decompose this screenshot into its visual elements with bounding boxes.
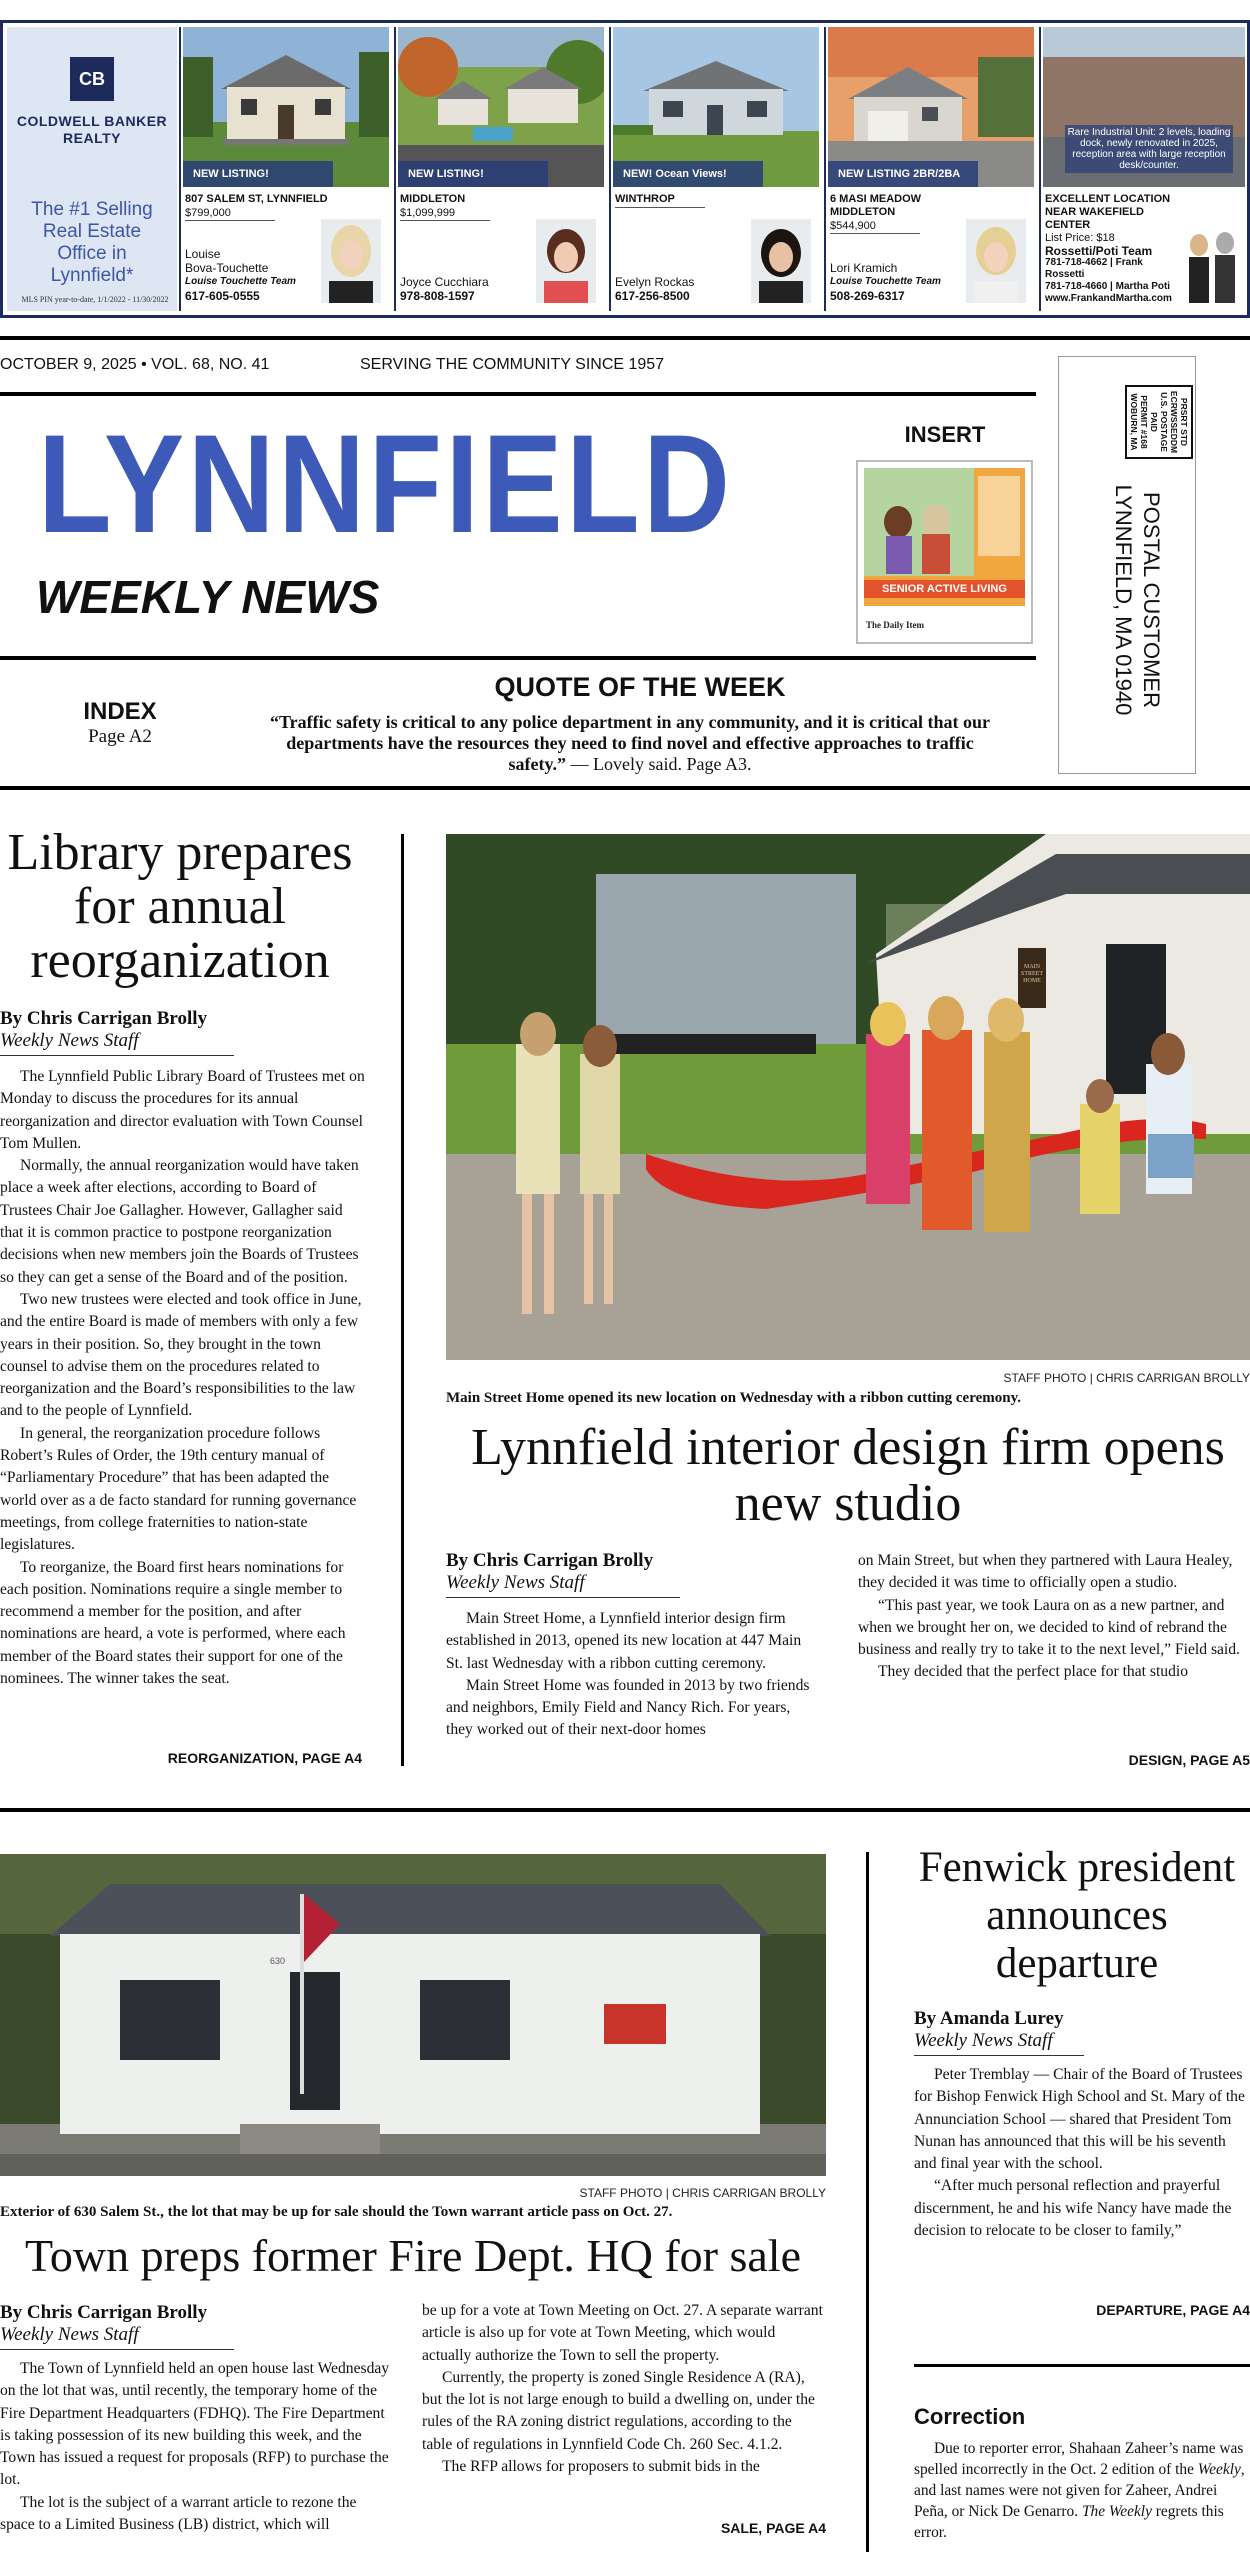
design-headline: Lynnfield interior design firm opens new studio bbox=[471, 1419, 1225, 1532]
agent-portrait bbox=[536, 219, 596, 303]
body-paragraph: Normally, the annual reorganization would have taken place a week after elections, according to Board of Trustees Chair Joe Gallagher. However, Gallagher said that it is common practice to postpone reorganization decisions when new members join the Boards of Trustees so they can get a sense of the Board and of the position. bbox=[0, 1157, 359, 1286]
listing-address bbox=[400, 193, 600, 221]
ad-divider bbox=[394, 27, 396, 311]
listing-agent bbox=[615, 275, 743, 303]
postal-town: LYNNFIELD, MA 01940 bbox=[1111, 484, 1136, 716]
body-paragraph: “After much personal reflection and prayerful discernment, he and his wife Nancy have made the decision to relocate to be closer to family,” bbox=[914, 2177, 1232, 2240]
cb-brand-line2: REALTY bbox=[63, 130, 121, 146]
insert-thumbnail bbox=[856, 460, 1033, 644]
newspaper-title: LYNNFIELD bbox=[38, 405, 734, 562]
serving-since: SERVING THE COMMUNITY SINCE 1957 bbox=[360, 356, 665, 373]
body-paragraph: Main Street Home, a Lynnfield interior design firm established in 2013, opened its new location at 447 Main St. last Wednesday with a ribbon cutting ceremony. bbox=[446, 1610, 802, 1672]
firehq-body-col1 bbox=[0, 2358, 394, 2536]
permit-line: PRSRT STD bbox=[1179, 397, 1189, 447]
body-paragraph: The Lynnfield Public Library Board of Trustees met on Monday to discuss the procedures for its annual reorganization and director evaluation with Town Counsel Tom Mullen. bbox=[0, 1068, 365, 1152]
agent-portrait bbox=[321, 219, 381, 303]
listing-address-text: 807 SALEM ST, LYNNFIELD bbox=[185, 193, 328, 205]
listing-card bbox=[398, 27, 604, 311]
commercial-overlay: Rare Industrial Unit: 2 levels, loading dock, newly renovated in 2025, reception area with large reception desk/counter. bbox=[1065, 125, 1233, 173]
commercial-price: List Price: $18 bbox=[1045, 232, 1115, 244]
fenwick-jump[interactable]: DEPARTURE, PAGE A4 bbox=[1096, 2302, 1250, 2318]
fenwick-byline: By Amanda Lurey bbox=[914, 2008, 1064, 2029]
listing-agent bbox=[400, 275, 528, 303]
design-body-col2 bbox=[858, 1550, 1250, 1684]
design-byline-block bbox=[446, 1550, 806, 1598]
commercial-photo bbox=[1043, 27, 1245, 187]
newspaper-subtitle: WEEKLY NEWS bbox=[36, 571, 380, 623]
agent-phone: 508-269-6317 bbox=[830, 289, 905, 303]
body-paragraph: Two new trustees were elected and took office in June, and the entire Board is made of members with only a few years in their position. So, they brought in the town counsel to advise them on the procedures related to reorganization and the Board’s responsibilities to the law and to the people of Lynnfield. bbox=[0, 1290, 362, 1420]
permit-line: PERMIT #168 bbox=[1139, 395, 1149, 449]
body-paragraph: on Main Street, but when they partnered with Laura Healey, they decided it was time to officially open a studio. bbox=[858, 1552, 1233, 1592]
correction-rule bbox=[914, 2364, 1250, 2367]
correction-text-a: Due to reporter error, Shahaan Zaheer’s name was spelled incorrectly in the Oct. 2 edition of the bbox=[914, 2440, 1244, 2478]
correction-text-d: The Weekly bbox=[1081, 2503, 1152, 2520]
quote-of-week bbox=[260, 712, 1000, 775]
listing-underline bbox=[615, 207, 705, 208]
dateline: OCTOBER 9, 2025 • VOL. 68, NO. 41 bbox=[0, 356, 270, 373]
commercial-title3: CENTER bbox=[1045, 219, 1091, 231]
insert-label: INSERT bbox=[904, 422, 986, 447]
firehq-photo-credit: STAFF PHOTO | CHRIS CARRIGAN BROLLY bbox=[579, 2186, 826, 2200]
library-byline: By Chris Carrigan Brolly bbox=[0, 1008, 208, 1029]
cb-brand-line1: COLDWELL BANKER bbox=[16, 113, 168, 129]
cb-tagline: The #1 Selling Real Estate Office in Lynnfield* bbox=[31, 199, 153, 286]
ad-divider bbox=[609, 27, 611, 311]
ribbon-cutting-photo bbox=[446, 834, 1250, 1360]
body-paragraph: Main Street Home was founded in 2013 by two friends and neighbors, Emily Field and Nancy Rich. For years, they worked out of their next-door homes bbox=[446, 1676, 810, 1739]
permit-line: ECRWSSEDDM bbox=[1169, 390, 1179, 454]
library-staff: Weekly News Staff bbox=[0, 1030, 234, 1056]
listing-price: $799,000 bbox=[185, 207, 275, 221]
agent-name-line1: Joyce Cucchiara bbox=[400, 275, 489, 289]
agent-team: Louise Touchette Team bbox=[830, 276, 941, 287]
listing-address-town: MIDDLETON bbox=[830, 206, 896, 218]
agent-phone: 978-808-1597 bbox=[400, 289, 475, 303]
listing-agent bbox=[830, 261, 958, 303]
commercial-listing bbox=[1043, 27, 1245, 311]
listing-price: $544,900 bbox=[830, 220, 920, 234]
listing-badge: NEW LISTING 2BR/2BA bbox=[828, 161, 978, 187]
quote-of-week-title: QUOTE OF THE WEEK bbox=[494, 672, 786, 702]
design-body-col1 bbox=[446, 1608, 812, 1742]
commercial-info bbox=[1045, 193, 1185, 245]
commercial-team: Rossetti/Poti Team bbox=[1045, 244, 1153, 258]
agent-phone: 617-256-8500 bbox=[615, 289, 690, 303]
body-paragraph: Peter Tremblay — Chair of the Board of Trustees for Bishop Fenwick High School and St. Mary of the Annunciation School — shared that President Tom Nunan has announced that this will be his seventh and final year with the school. bbox=[914, 2066, 1245, 2173]
firehq-photo-caption: Exterior of 630 Salem St., the lot that may be up for sale should the Town warrant article pass on Oct. 27. bbox=[0, 2204, 673, 2220]
listing-badge: NEW LISTING! bbox=[398, 161, 548, 187]
library-byline-block bbox=[0, 1008, 360, 1056]
masthead-top-rule bbox=[0, 392, 1036, 396]
listing-agent bbox=[185, 247, 313, 303]
correction-text-e: regrets this error. bbox=[914, 2503, 1224, 2541]
ad-divider bbox=[824, 27, 826, 311]
agent-portrait bbox=[751, 219, 811, 303]
agent-team: Louise Touchette Team bbox=[185, 276, 296, 287]
correction-body bbox=[914, 2438, 1250, 2543]
library-body bbox=[0, 1066, 366, 1690]
body-paragraph: The lot is the subject of a warrant article to rezone the space to a Limited Business (LB) district, which will bbox=[0, 2493, 357, 2534]
cb-fineprint: MLS PIN year-to-date, 1/1/2022 - 11/30/2022 bbox=[21, 295, 169, 304]
listing-card bbox=[183, 27, 389, 311]
ad-divider bbox=[179, 27, 181, 311]
design-byline: By Chris Carrigan Brolly bbox=[446, 1550, 654, 1571]
design-jump[interactable]: DESIGN, PAGE A5 bbox=[1128, 1752, 1250, 1768]
postal-indicia bbox=[1058, 356, 1196, 774]
correction-title: Correction bbox=[914, 2404, 1026, 2429]
store-sign: MAIN STREET HOME bbox=[1021, 964, 1043, 984]
insert-banner: SENIOR ACTIVE LIVING bbox=[864, 580, 1025, 598]
commercial-title1: EXCELLENT LOCATION bbox=[1045, 193, 1171, 205]
index-page-ref: Page A2 bbox=[88, 726, 152, 747]
cb-logo-icon: CB bbox=[70, 57, 114, 101]
section-rule bbox=[0, 786, 1250, 790]
permit-line: PAID bbox=[1149, 412, 1159, 432]
listing-price: $1,099,999 bbox=[400, 207, 490, 221]
body-paragraph: The RFP allows for proposers to submit bids in the bbox=[442, 2458, 760, 2476]
correction-text-b: Weekly bbox=[1197, 2461, 1241, 2478]
quote-text: “Traffic safety is critical to any police department in any community, and it is critical that our departments have the resources they need to find novel and effective approaches to traffic safety.” bbox=[269, 712, 991, 774]
correction-text bbox=[914, 2438, 1250, 2543]
agent-name-line1: Louise bbox=[185, 247, 221, 261]
agent-name-line2: Bova-Touchette bbox=[185, 261, 269, 275]
fenwick-headline: Fenwick president announces departure bbox=[918, 1844, 1236, 1987]
index-title: INDEX bbox=[83, 698, 157, 725]
fire-hq-photo bbox=[0, 1854, 826, 2176]
commercial-phone2: 781-718-4660 | Martha Poti bbox=[1045, 281, 1171, 292]
body-paragraph: The Town of Lynnfield held an open house last Wednesday on the lot that was, until recently, the temporary home of the Fire Department Headquarters (FDHQ). The Fire Department is taking possession of its new building this week, and the Town has issued a request for proposals (RFP) to purchase the lot. bbox=[0, 2360, 390, 2489]
firehq-byline: By Chris Carrigan Brolly bbox=[0, 2302, 208, 2323]
firehq-body-col2 bbox=[422, 2300, 826, 2478]
design-photo-caption: Main Street Home opened its new location on Wednesday with a ribbon cutting ceremony. bbox=[446, 1390, 1022, 1406]
insert-masthead: The Daily Item bbox=[866, 620, 924, 630]
agent-name-line1: Evelyn Rockas bbox=[615, 275, 695, 289]
postal-customer: POSTAL CUSTOMER bbox=[1139, 492, 1164, 708]
correction-text-c: , and last names were not given for Zaheer, Andrei Peña, or Nick De Genarro. bbox=[914, 2461, 1245, 2520]
cb-brand-name bbox=[7, 113, 177, 147]
body-paragraph: In general, the reorganization procedure follows Robert’s Rules of Order, the 19th century manual of “Parliamentary Procedure” that has been adapted the world over as a de facto standard for running governance meetings, from college fraternities to nation-state legislatures. bbox=[0, 1424, 357, 1554]
listing-card bbox=[613, 27, 819, 311]
firehq-jump[interactable]: SALE, PAGE A4 bbox=[720, 2520, 826, 2536]
firehq-headline: Town preps former Fire Dept. HQ for sale bbox=[24, 2230, 801, 2281]
firehq-byline-block bbox=[0, 2302, 360, 2350]
library-jump[interactable]: REORGANIZATION, PAGE A4 bbox=[167, 1750, 362, 1766]
postal-permit-text bbox=[1129, 386, 1189, 458]
commercial-phone1: 781-718-4662 | Frank Rossetti bbox=[1045, 257, 1143, 280]
body-paragraph: Currently, the property is zoned Single Residence A (RA), but the lot is not large enough to build a dwelling on, under the rules of the RA zoning district regulations, according to the table of regulations in Lynnfield Code Ch. 260 Sec. 4.1.2. bbox=[422, 2368, 815, 2453]
coldwell-banker-panel bbox=[7, 27, 177, 311]
quote-attribution: — Lovely said. Page A3. bbox=[566, 754, 752, 774]
section-rule bbox=[0, 1808, 1250, 1812]
ad-divider bbox=[1039, 27, 1041, 311]
firehq-staff: Weekly News Staff bbox=[0, 2324, 234, 2350]
commercial-agents bbox=[1045, 245, 1185, 305]
commercial-web: www.FrankandMartha.com bbox=[1045, 293, 1172, 304]
listing-card bbox=[828, 27, 1034, 311]
listing-address-text: MIDDLETON bbox=[400, 193, 466, 205]
body-paragraph: “This past year, we took Laura on as a new partner, and when we brought her on, we decided to kind of rebrand the business and really try to take it to the next level,” Field said. bbox=[858, 1596, 1240, 1659]
agents-portrait bbox=[1183, 223, 1241, 303]
realty-ad-banner bbox=[0, 20, 1250, 318]
fenwick-staff: Weekly News Staff bbox=[914, 2030, 1084, 2056]
fenwick-byline-block bbox=[914, 2008, 1244, 2056]
fenwick-body bbox=[914, 2064, 1250, 2242]
permit-line: U.S. POSTAGE bbox=[1159, 392, 1169, 452]
permit-line: WOBURN, MA bbox=[1129, 393, 1139, 451]
agent-name-line1: Lori Kramich bbox=[830, 261, 898, 275]
listing-address-text: 6 MASI MEADOW bbox=[830, 193, 922, 205]
ad-rule bbox=[0, 336, 1250, 340]
building-number: 630 bbox=[270, 1956, 286, 1966]
listing-address bbox=[615, 193, 815, 208]
listing-badge: NEW LISTING! bbox=[183, 161, 333, 187]
masthead-bottom-rule bbox=[0, 656, 1036, 660]
postal-permit-box bbox=[1125, 385, 1193, 459]
design-staff: Weekly News Staff bbox=[446, 1572, 680, 1598]
body-paragraph: be up for a vote at Town Meeting on Oct. 27. A separate warrant article is also up for vote at Town Meeting, which would actually authorize the Town to sell the property. bbox=[422, 2302, 823, 2364]
library-headline: Library prepares for annual reorganization bbox=[7, 824, 353, 989]
body-paragraph: To reorganize, the Board first hears nominations for each position. Nominations require a single member to recommend a member for the position, and after nominations are heard, a vote is performed, where each member of the Board states their support for one of the nominees. The winner takes the seat. bbox=[0, 1558, 346, 1688]
agent-phone: 617-605-0555 bbox=[185, 289, 260, 303]
commercial-title2: NEAR WAKEFIELD bbox=[1045, 206, 1144, 218]
body-paragraph: They decided that the perfect place for that studio bbox=[878, 1663, 1189, 1681]
column-rule bbox=[866, 1852, 869, 2552]
listing-badge: NEW! Ocean Views! bbox=[613, 161, 763, 187]
column-rule bbox=[401, 834, 404, 1766]
listing-address-text: WINTHROP bbox=[615, 193, 675, 205]
listing-address bbox=[185, 193, 385, 221]
design-photo-credit: STAFF PHOTO | CHRIS CARRIGAN BROLLY bbox=[1003, 1371, 1250, 1385]
agent-portrait bbox=[966, 219, 1026, 303]
